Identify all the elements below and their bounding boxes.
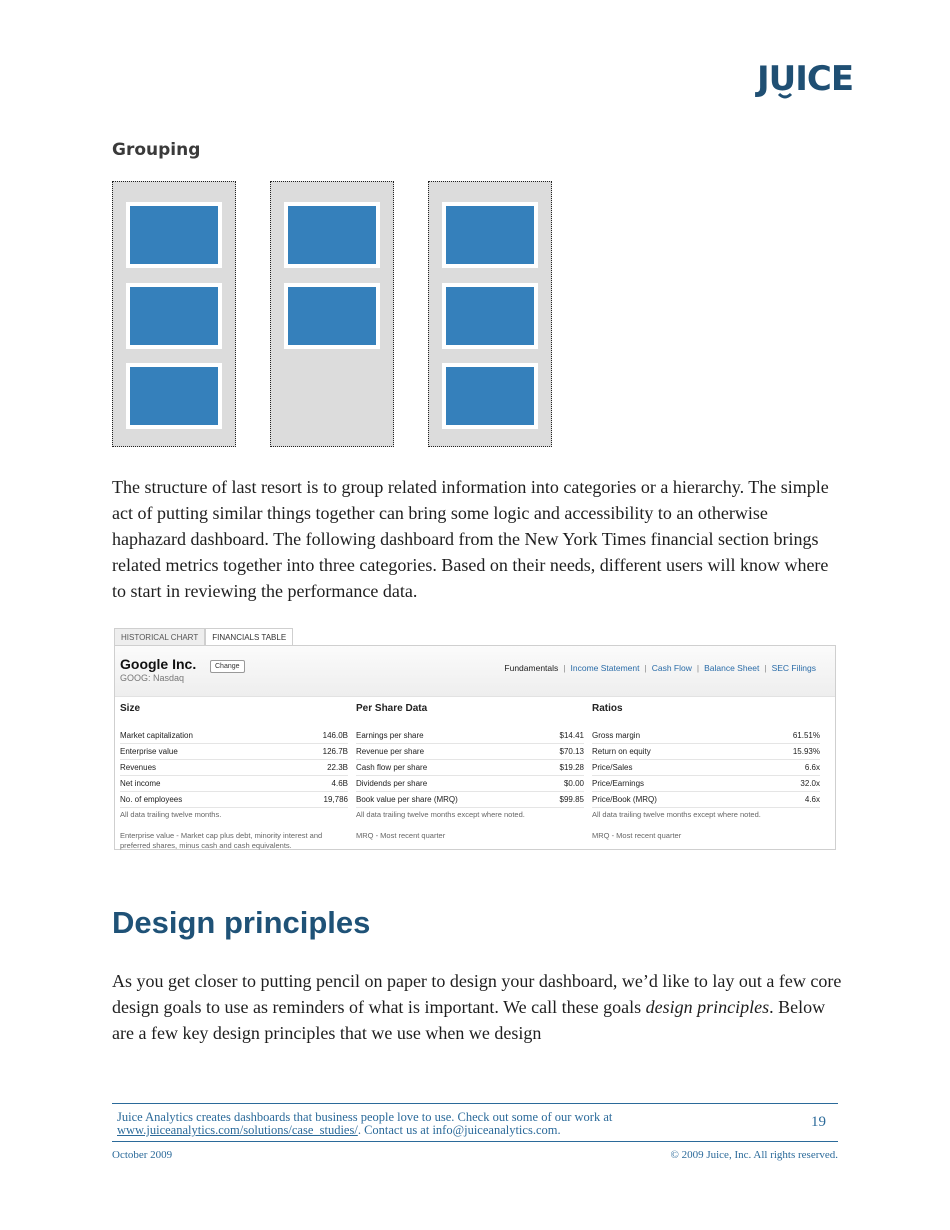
- nav-separator: |: [764, 663, 767, 673]
- column-note: All data trailing twelve months except where noted.: [356, 810, 525, 819]
- table-row: Book value per share (MRQ) $99.85: [356, 792, 584, 808]
- company-name: Google Inc.: [120, 656, 197, 672]
- footer-rule-top: [112, 1103, 838, 1104]
- table-row: Cash flow per share $19.28: [356, 760, 584, 776]
- nav-fundamentals[interactable]: Fundamentals: [504, 663, 559, 673]
- column-footnote: MRQ - Most recent quarter: [592, 831, 682, 840]
- tile: [126, 283, 222, 349]
- table-row: No. of employees 19,786: [120, 792, 348, 808]
- financials-header: [115, 646, 835, 697]
- svg-text:JUICE: JUICE: [757, 59, 854, 99]
- grouping-paragraph: The structure of last resort is to group related information into categories or a hierarchy. The simple act of putting similar things together can bring some logic and accessibility to an otherwise haphazard dashboard. The following dashboard from the New York Times financial section brings related metrics together into three categories. Based on their needs, different users will know where to start in reviewing the performance data.: [112, 477, 829, 601]
- size-column: [120, 702, 348, 851]
- case-studies-link[interactable]: www.juiceanalytics.com/solutions/case_studies/: [117, 1123, 358, 1137]
- footer-copyright: © 2009 Juice, Inc. All rights reserved.: [670, 1149, 838, 1161]
- table-row: Return on equity 15.93%: [592, 744, 820, 760]
- page-number: 19: [811, 1114, 826, 1130]
- tile: [442, 283, 538, 349]
- group-box-3: [428, 181, 552, 447]
- nav-sec-filings[interactable]: SEC Filings: [771, 663, 816, 673]
- footer-rule-bottom: [112, 1141, 838, 1142]
- change-button[interactable]: Change: [210, 660, 245, 673]
- nav-separator: |: [696, 663, 700, 673]
- table-row: Revenue per share $70.13: [356, 744, 584, 760]
- tile: [284, 283, 380, 349]
- group-box-1: [112, 181, 236, 447]
- column-title: Size: [120, 703, 141, 714]
- tab-financials-table[interactable]: FINANCIALS TABLE: [205, 628, 293, 647]
- table-row: Net income 4.6B: [120, 776, 348, 792]
- nav-balance-sheet[interactable]: Balance Sheet: [704, 663, 760, 673]
- nav-cash-flow[interactable]: Cash Flow: [651, 663, 692, 673]
- nav-income-statement[interactable]: Income Statement: [570, 663, 640, 673]
- tile: [284, 202, 380, 268]
- table-row: Earnings per share $14.41: [356, 728, 584, 744]
- juice-logo: [757, 56, 854, 104]
- table-row: Enterprise value 126.7B: [120, 744, 348, 760]
- table-row: Gross margin 61.51%: [592, 728, 820, 744]
- emphasis-text: design principles: [645, 997, 770, 1017]
- column-title: Ratios: [592, 703, 623, 714]
- ticker-symbol: GOOG: Nasdaq: [120, 673, 185, 683]
- column-note: All data trailing twelve months except where noted.: [592, 810, 761, 819]
- financials-panel: [114, 645, 836, 850]
- section-heading: Design principles: [112, 905, 371, 940]
- column-footnote: Enterprise value - Market cap plus debt, minority interest and preferred shares, minus cash and cash equivalents.: [120, 831, 323, 850]
- tab-historical-chart[interactable]: HISTORICAL CHART: [114, 628, 205, 647]
- juice-logo-mark: [757, 56, 854, 104]
- financials-tabs: [114, 628, 293, 646]
- nav-separator: |: [644, 663, 647, 673]
- design-principles-paragraph: As you get closer to putting pencil on paper to design your dashboard, we’d like to lay out a few core design goals to use as reminders of what is important. We call these goals design principles. Below are a few key design principles that we use when we design: [112, 971, 842, 1043]
- grouping-heading: Grouping: [112, 140, 201, 160]
- table-row: Price/Book (MRQ) 4.6x: [592, 792, 820, 808]
- column-note: All data trailing twelve months.: [120, 810, 222, 819]
- table-row: Dividends per share $0.00: [356, 776, 584, 792]
- tile: [442, 202, 538, 268]
- tile: [126, 363, 222, 429]
- column-title: Per Share Data: [356, 703, 428, 714]
- ratios-column: [592, 702, 820, 841]
- column-footnote: MRQ - Most recent quarter: [356, 831, 446, 840]
- footer-date: October 2009: [112, 1149, 173, 1161]
- table-row: Revenues 22.3B: [120, 760, 348, 776]
- table-row: Market capitalization 146.0B: [120, 728, 348, 744]
- tile: [126, 202, 222, 268]
- financials-nav: [504, 663, 816, 673]
- tile: [442, 363, 538, 429]
- group-box-2: [270, 181, 394, 447]
- footer-blurb: Juice Analytics creates dashboards that business people love to use. Check out some of our work at www.juiceanalytics.com/solutions/case_studies/. Contact us at info@juiceanalytics.com.: [117, 1110, 613, 1137]
- table-row: Price/Sales 6.6x: [592, 760, 820, 776]
- per-share-column: [356, 702, 584, 841]
- table-row: Price/Earnings 32.0x: [592, 776, 820, 792]
- financials-widget: [114, 628, 836, 850]
- nav-separator: |: [563, 663, 566, 673]
